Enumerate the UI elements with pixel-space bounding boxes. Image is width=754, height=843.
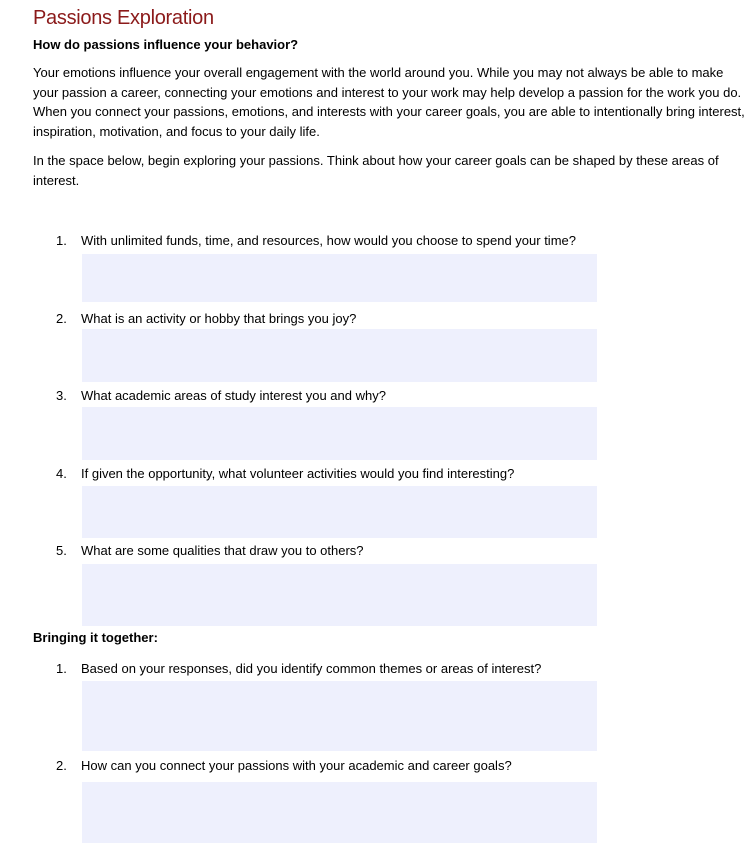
answer-field-1[interactable] [82,254,597,302]
intro-paragraph: Your emotions influence your overall engagement with the world around you. While you may not always be able to make your passion a career, connecting your emotions and interest to your work may help develop a passion for the work you do. When you connect your passions, emotions, and interests with your career goals, you are able to intentionally bring interest, inspiration, motivation, and focus to your daily life. [33,65,745,139]
question-number: 4. [56,466,67,481]
question-text: If given the opportunity, what volunteer activities would you find interesting? [81,466,515,481]
question-text: What are some qualities that draw you to others? [81,543,364,558]
question-number: 3. [56,388,67,403]
bringing-question-1 [56,661,541,677]
question-text: How can you connect your passions with your academic and career goals? [81,758,512,773]
page-title: Passions Exploration [33,7,214,29]
question-2 [56,311,356,327]
answer-field-4[interactable] [82,486,597,538]
instruction-paragraph: In the space below, begin exploring your passions. Think about how your career goals can be shaped by these areas of interest. [33,153,719,188]
question-5 [56,543,364,559]
answer-field-2[interactable] [82,329,597,382]
question-number: 5. [56,543,67,558]
question-text: Based on your responses, did you identify common themes or areas of interest? [81,661,542,676]
question-1 [56,233,576,249]
question-number: 1. [56,233,67,248]
question-number: 1. [56,661,67,676]
question-text: What academic areas of study interest you and why? [81,388,386,403]
question-number: 2. [56,311,67,326]
question-3 [56,388,386,404]
question-text: With unlimited funds, time, and resources, how would you choose to spend your time? [81,233,576,248]
question-text: What is an activity or hobby that brings you joy? [81,311,357,326]
section-subheading: How do passions influence your behavior? [33,37,299,52]
question-number: 2. [56,758,67,773]
bringing-question-2 [56,758,512,774]
answer-field-3[interactable] [82,407,597,460]
bringing-answer-field-2[interactable] [82,782,597,843]
answer-field-5[interactable] [82,564,597,626]
bringing-together-heading: Bringing it together: [33,630,158,645]
question-4 [56,466,514,482]
bringing-answer-field-1[interactable] [82,681,597,751]
